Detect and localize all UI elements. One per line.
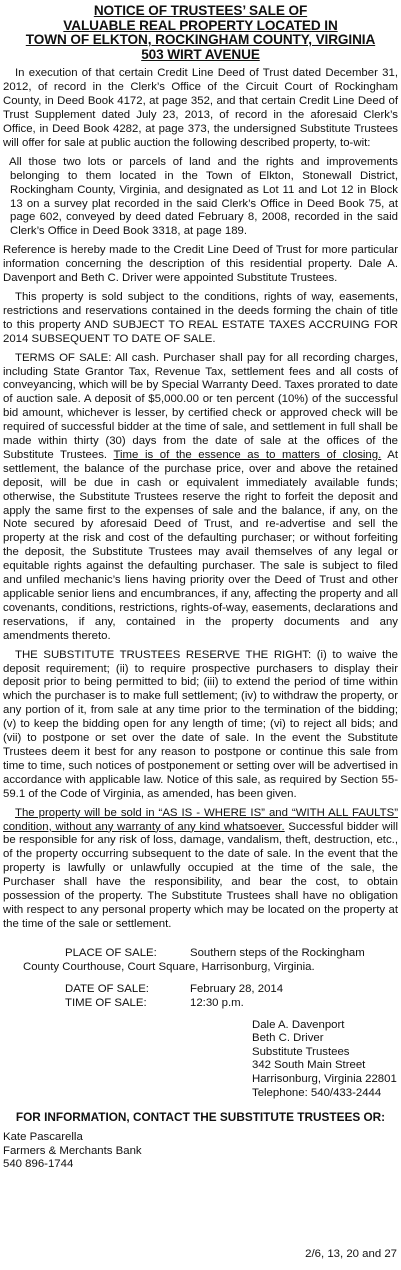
trustee-name-2: Beth C. Driver [252, 1032, 324, 1045]
place-of-sale-label: PLACE OF SALE: [65, 946, 157, 959]
paragraph-reserve-right: THE SUBSTITUTE TRUSTEES RESERVE THE RIGHT: (i) to waive the deposit requirement; (ii) to require prospective purchasers to display their deposit prior to being permitted to bid; (iii) to extend the period of time within which the purchaser is to make full settlement; (iv) to withdraw the property, or any portion of it, from sale at any time prior to the termination of the bidding; (v) to keep the bidding open for any length of time; (vi) to reject all bids; and (vii) to postpone or set over the date of sale. In the event the Substitute Trustees deem it best for any reason to postpone or continue this sale from time to time, such notices of postponement or setting over will be advertised in accordance with applicable law. Notice of this sale, as required by Section 55-59.1 of the Code of Virginia, as amended, has been given. [3, 648, 398, 800]
paragraph-terms-of-sale [3, 352, 398, 644]
terms-time-of-essence: Time is of the essence as to matters of closing. [113, 448, 382, 461]
as-is-clause: The property will be sold in “AS IS - WHERE IS” and “WITH ALL FAULTS” condition, without any warranty of any kind whatsoever. [3, 806, 398, 833]
title-line-1: NOTICE OF TRUSTEES’ SALE OF [93, 3, 308, 18]
title-line-2: VALUABLE REAL PROPERTY LOCATED IN [63, 17, 338, 33]
date-of-sale-label: DATE OF SALE: [65, 983, 149, 996]
terms-text-c: At settlement, the balance of the purchase price, over and above the retained deposit, will be due in cash or equivalent immediately available funds; otherwise, the Substitute Trustees reserve the right to forfeit the deposit and apply the same first to the expenses of sale and the balance, if any, on the Note secured by aforesaid Deed of Trust, and re-advertise and sell the property at the risk and cost of the defaulting purchaser; or without forfeiting the deposit, the Substitute Trustees may avail themselves of any legal or equitable rights against the defaulting purchaser. The sale is subject to filed and unfiled mechanic’s liens having priority over the Deed of Trust and other applicable senior liens and encumbrances, if any, affecting the property and all covenants, conditions, restrictions, rights-of-way, easements, declarations and reservations, if any, contained in the property documents and any amendments thereto. [3, 448, 398, 642]
contact-block [3, 1131, 398, 1172]
date-of-sale-row [3, 982, 398, 996]
trustee-signature-block [252, 1019, 398, 1101]
date-of-sale-value: February 28, 2014 [190, 983, 284, 996]
contact-heading: FOR INFORMATION, CONTACT THE SUBSTITUTE TRUSTEES OR: [15, 1110, 386, 1125]
terms-text-a: TERMS OF SALE: All cash. Purchaser shall pay for all recording charges, including State Grantor Tax, Revenue Tax, settlement fees and all costs of conveyancing, which will be by Special Warranty Deed. Taxes prorated to date of auction sale. A deposit of $5,000.00 or ten percent (10%) of the successful bid amount, whichever is lesser, by certified check or approved check will be required of successful bidder at the time of sale, and settlement in full shall be made within thirty (30) days from the date of sale at the offices of the Substitute Trustees. [3, 351, 398, 461]
contact-name: Kate Pascarella [3, 1131, 83, 1144]
place-of-sale-value: Southern steps of the Rockingham [190, 946, 365, 959]
title-line-3: TOWN OF ELKTON, ROCKINGHAM COUNTY, VIRGINIA [25, 32, 376, 48]
as-is-text: Successful bidder will be responsible for any risk of loss, damage, vandalism, theft, destruction, etc., of the property occurring subsequent to the date of sale. In the event that the property is lawfully or unlawfully occupied at the time of the sale, the Purchaser shall have the responsibility, and bear the cost, to obtain possession of the property. The Substitute Trustees shall have no obligation with respect to any personal property which may be located on the property at the time of the sale or settlement. [3, 820, 398, 930]
title-line-4: 503 WIRT AVENUE [141, 46, 260, 62]
contact-organization: Farmers & Merchants Bank [3, 1144, 142, 1157]
sale-schedule [3, 946, 398, 1011]
paragraph-reference: Reference is hereby made to the Credit Line Deed of Trust for more particular information concerning the description of this residential property. Dale A. Davenport and Beth C. Driver were appointed Substitute Trustees. [3, 244, 398, 285]
place-of-sale-continued: County Courthouse, Court Square, Harrisonburg, Virginia. [23, 960, 315, 973]
contact-phone: 540 896-1744 [3, 1158, 74, 1171]
time-of-sale-row [3, 996, 398, 1010]
paragraph-execution: In execution of that certain Credit Line Deed of Trust dated December 31, 2012, of record in the Clerk’s Office of the Circuit Court of Rockingham County, in Deed Book 4172, at page 352, and that certain Credit Line Deed of Trust Supplement dated July 23, 2013, of record in the aforesaid Clerk’s Office, in Deed Book 4282, at page 373, the undersigned Substitute Trustees will offer for sale at public auction the following described property, to-wit: [3, 67, 398, 149]
time-of-sale-value: 12:30 p.m. [190, 997, 244, 1010]
trustee-city: Harrisonburg, Virginia 22801 [252, 1072, 397, 1085]
notice-title [3, 4, 398, 62]
place-of-sale-row [3, 946, 398, 960]
trustee-name-1: Dale A. Davenport [252, 1018, 345, 1031]
time-of-sale-label: TIME OF SALE: [65, 997, 147, 1010]
paragraph-as-is [3, 807, 398, 932]
publication-dates: 2/6, 13, 20 and 27 [305, 1248, 397, 1261]
paragraph-subject-to: This property is sold subject to the conditions, rights of way, easements, restrictions and reservations contained in the deeds forming the chain of title to this property AND SUBJECT TO REAL ESTATE TAXES ACCRUING FOR 2014 SUBSEQUENT TO DATE OF SALE. [3, 290, 398, 345]
trustee-street: 342 South Main Street [252, 1059, 366, 1072]
paragraph-property-description: All those two lots or parcels of land and the rights and improvements belonging to them located in the Town of Elkton, Stonewall District, Rockingham County, Virginia, and designated as Lot 11 and Lot 12 in Block 13 on a survey plat recorded in the said Clerk’s Office in Deed Book 75, at page 602, conveyed by deed dated February 8, 2008, recorded in the said Clerk’s Office in Deed Book 3318, at page 189. [9, 155, 398, 238]
trustee-telephone: Telephone: 540/433-2444 [252, 1086, 382, 1099]
trustee-title: Substitute Trustees [252, 1045, 350, 1058]
